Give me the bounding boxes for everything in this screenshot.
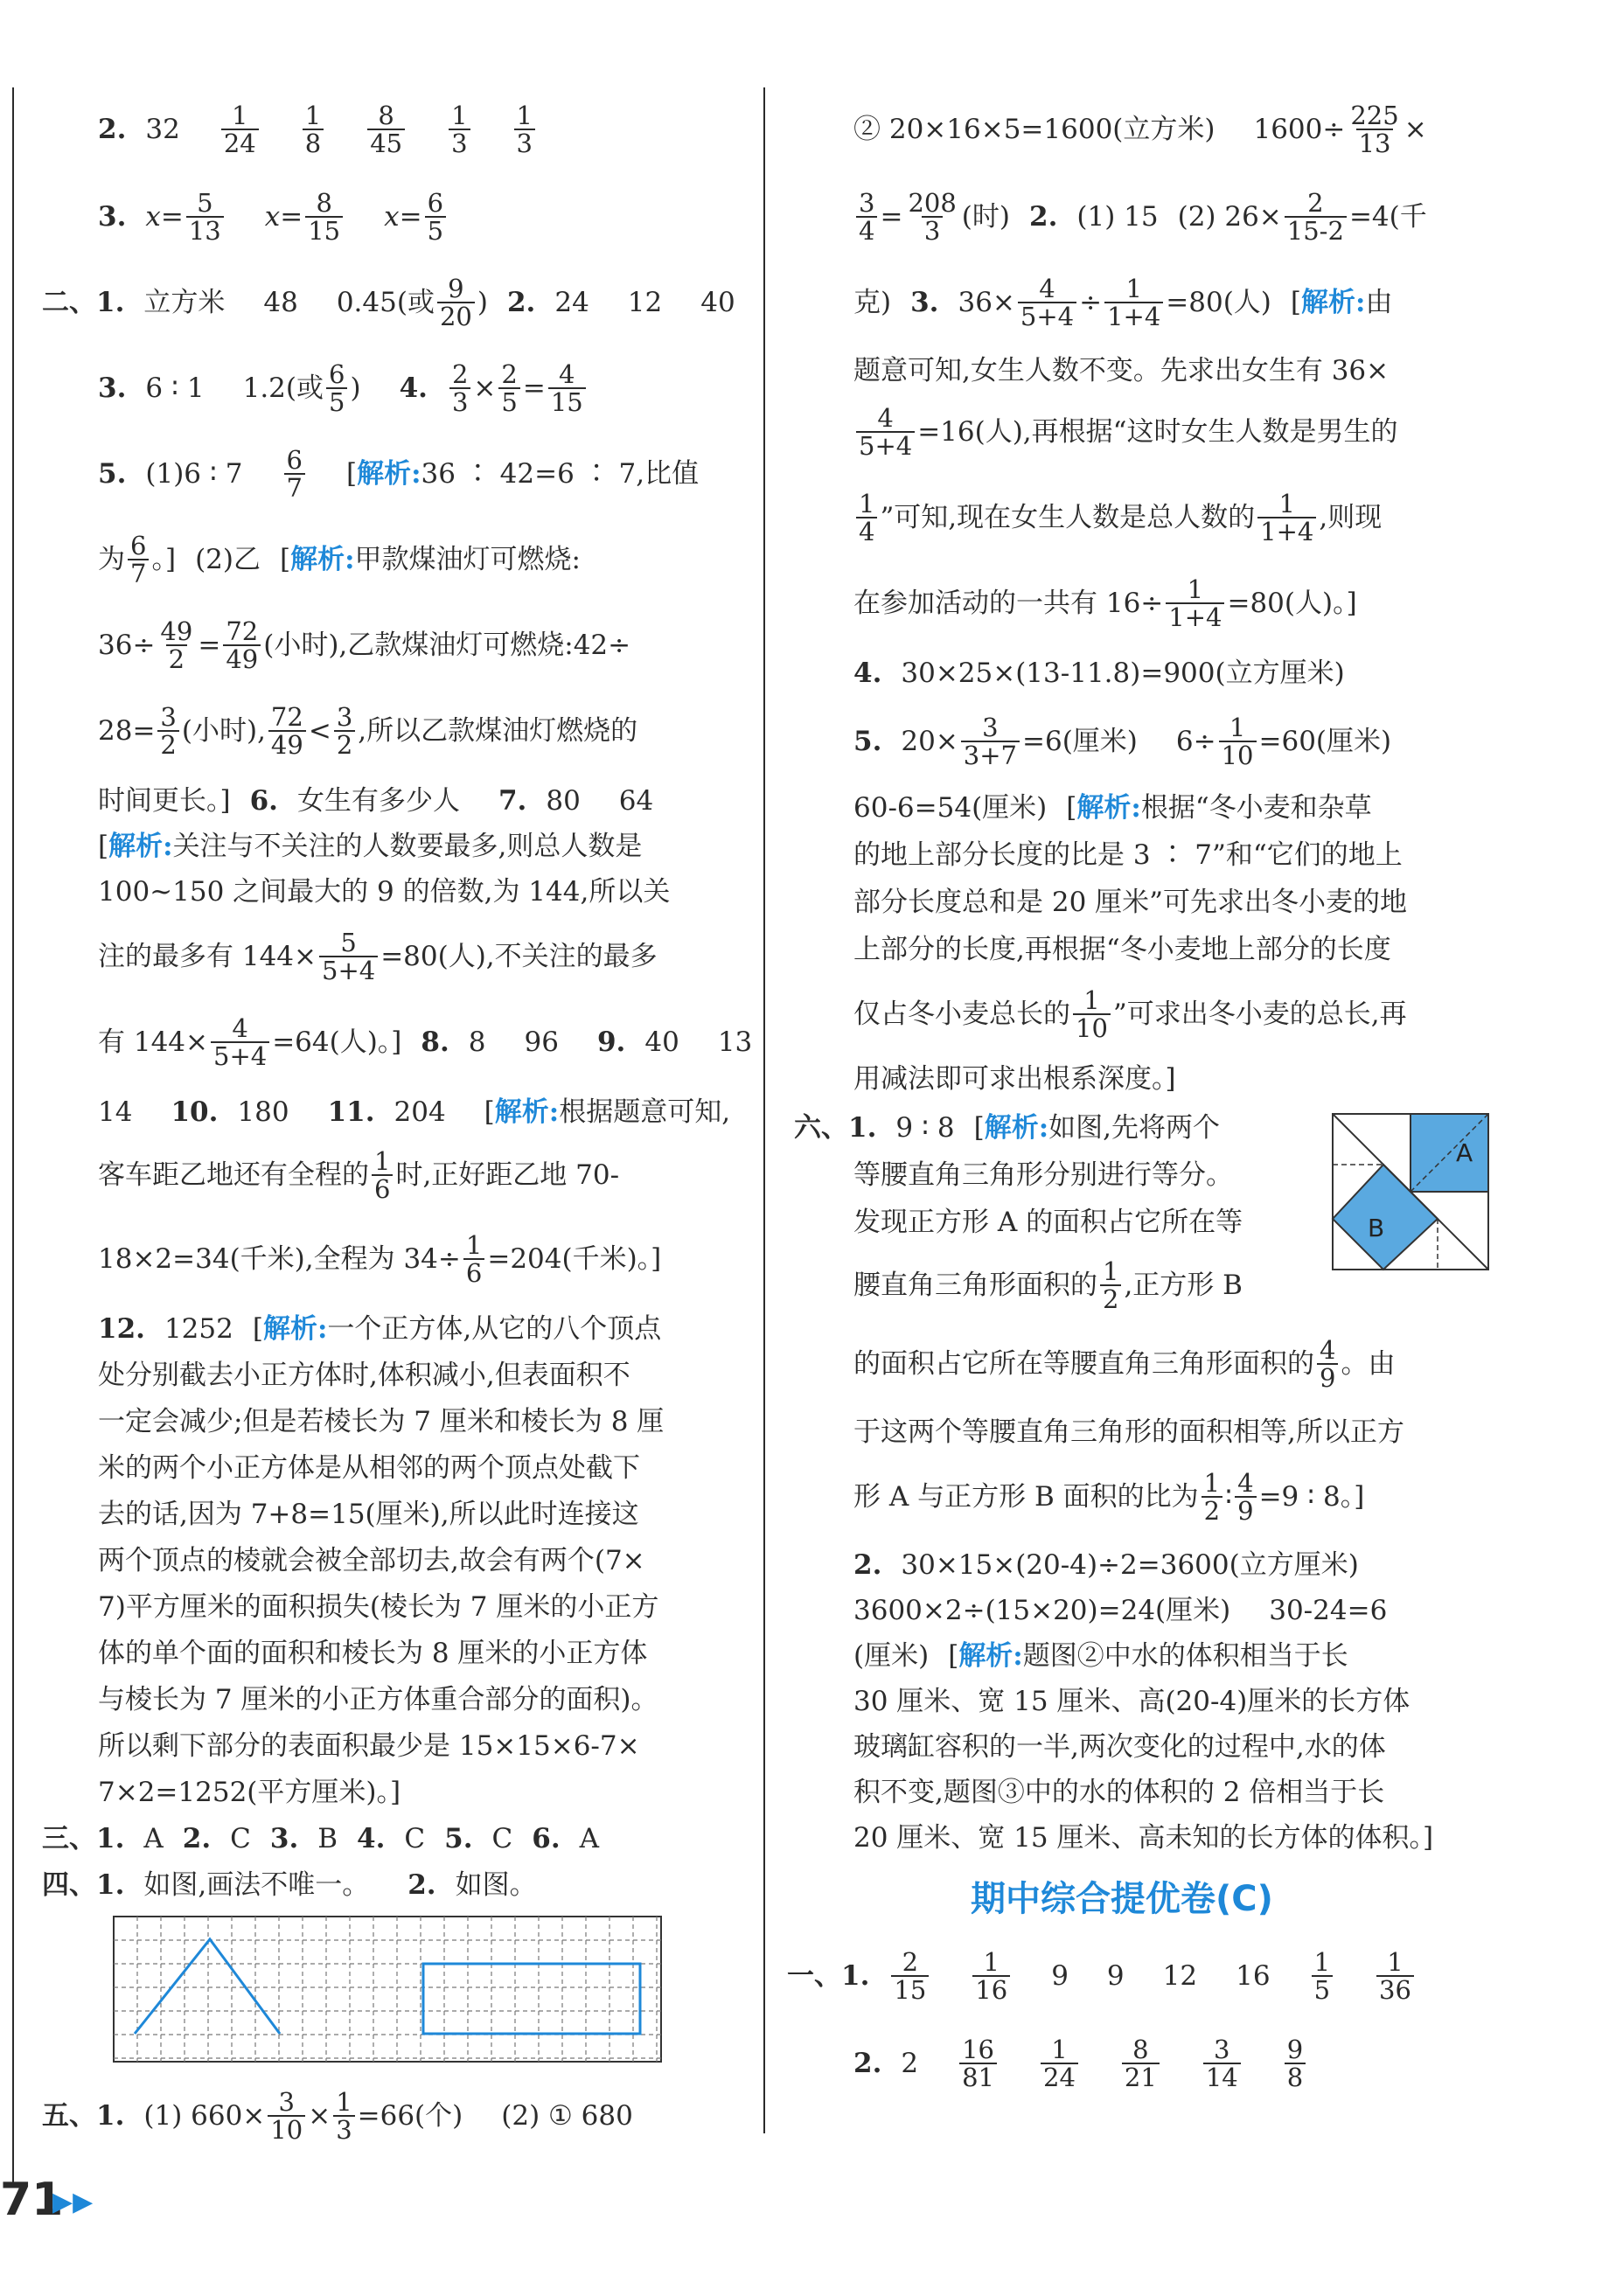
analysis-tag: 解析: bbox=[494, 1096, 560, 1128]
line: 2. 32 1 24 1 8 8 45 1 3 1 3 bbox=[98, 103, 538, 156]
analysis-tag: 解析: bbox=[108, 830, 173, 862]
fraction: 1 36 bbox=[1376, 1949, 1414, 2004]
line: 的面积占它所在等腰直角三角形面积的 4 9 。由 bbox=[853, 1334, 1396, 1393]
fraction: $\frac{1}{6}$ bbox=[463, 1232, 484, 1287]
line: ② 20×16×5=1600(立方米) 1600÷ $\frac{225}{13}$ × bbox=[853, 100, 1427, 158]
analysis-tag: 解析: bbox=[357, 457, 421, 490]
line: 12. 1252 [ 解析: 一个正方体,从它的八个顶点 bbox=[98, 1312, 662, 1345]
line: 3. 6 ∶ 1 1.2(或 6 5 ) 4. $\frac{2}{3}$ × $\frac{2}{5}$ = $\frac{4}{15}$ bbox=[98, 362, 589, 414]
fraction: 16 81 bbox=[959, 2036, 997, 2091]
fraction: $\frac{5}{5+4}$ bbox=[319, 929, 378, 984]
square-triangle-figure bbox=[1329, 1110, 1492, 1273]
line: 腰直角三角形面积的 1 2 ,正方形 B bbox=[853, 1256, 1243, 1314]
fraction: $\frac{4}{5+4}$ bbox=[856, 405, 915, 460]
line: $\frac{4}{5+4}$ =16(人),再根据“这时女生人数是男生的 bbox=[853, 406, 1398, 458]
line: [ 解析: 关注与不关注的人数要最多,则总人数是 bbox=[98, 830, 643, 862]
grid-border bbox=[114, 1917, 661, 2062]
analysis-tag: 解析: bbox=[290, 543, 355, 575]
line: 二、1. 立方米 48 0.45(或 9 20 ) 2. 24 12 40 bbox=[42, 273, 735, 331]
line: 28= $\frac{3}{2}$ (小时), 72 49 < 3 2 ,所以乙款煤油灯燃烧的 bbox=[98, 701, 638, 760]
line: 18×2=34(千米),全程为 34÷ $\frac{1}{6}$ =204(千米)。] bbox=[98, 1229, 662, 1288]
fraction: $\frac{208}{3}$ bbox=[908, 187, 957, 246]
fraction: $\frac{2}{3}$ bbox=[449, 361, 470, 416]
line: (厘米) [ 解析: 题图②中水的体积相当于长 bbox=[853, 1639, 1348, 1672]
fraction: 2 15 bbox=[891, 1949, 929, 2004]
line: 为 6 7 。] (2)乙 [ 解析: 甲款煤油灯可燃烧: bbox=[98, 530, 581, 588]
line: 一定会减少;但是若棱长为 7 厘米和棱长为 8 厘 bbox=[98, 1405, 665, 1437]
analysis-tag: 解析: bbox=[1076, 791, 1141, 824]
fraction: $\frac{4}{5+4}$ bbox=[211, 1015, 269, 1070]
line: 7)平方厘米的面积损失(棱长为 7 厘米的小正方 bbox=[98, 1590, 659, 1623]
line: 注的最多有 144× $\frac{5}{5+4}$ =80(人),不关注的最多 bbox=[98, 927, 658, 985]
fraction: 1 10 bbox=[1073, 987, 1111, 1042]
line: 于这两个等腰直角三角形的面积相等,所以正方 bbox=[853, 1416, 1404, 1448]
line: 用减法即可求出根系深度。] bbox=[853, 1062, 1176, 1095]
line: 3. x= $\frac{5}{13}$ x= $\frac{8}{15}$ x= $\frac{6}{5}$ bbox=[98, 191, 449, 243]
analysis-tag: 解析: bbox=[1301, 286, 1366, 318]
fraction: 1 2 bbox=[1100, 1258, 1121, 1313]
fraction: $\frac{1}{3}$ bbox=[333, 2089, 354, 2144]
line: 处分别截去小正方体时,体积减小,但表面积不 bbox=[98, 1359, 630, 1391]
analysis-tag: 解析: bbox=[984, 1111, 1049, 1144]
line: 30 厘米、宽 15 厘米、高(20-4)厘米的长方体 bbox=[853, 1685, 1410, 1717]
column-divider bbox=[763, 87, 765, 2133]
fraction: 1 3 bbox=[514, 102, 535, 157]
fraction: $\frac{5}{13}$ bbox=[186, 190, 224, 245]
line: 36÷ $\frac{49}{2}$ = $\frac{72}{49}$ (小时),乙款煤油灯可燃烧:42÷ bbox=[98, 616, 631, 674]
fraction: 8 45 bbox=[367, 102, 405, 157]
fraction: 4 9 bbox=[1317, 1337, 1338, 1392]
fraction: 1 1+4 bbox=[1257, 491, 1316, 546]
line: 玻璃缸容积的一半,两次变化的过程中,水的体 bbox=[853, 1730, 1386, 1763]
line: 仅占冬小麦总长的 1 10 ”可求出冬小麦的总长,再 bbox=[853, 984, 1407, 1043]
line: 三、1. A 2. C 3. B 4. C 5. C 6. A bbox=[42, 1822, 600, 1854]
fraction: $\frac{6}{5}$ bbox=[425, 190, 446, 245]
line: 客车距乙地还有全程的 1 6 时,正好距乙地 70- bbox=[98, 1145, 620, 1204]
line: 在参加活动的一共有 16÷ $\frac{1}{1+4}$ =80(人)。] bbox=[853, 574, 1357, 632]
line: 3600×2÷(15×20)=24(厘米) 30-24=6 bbox=[853, 1594, 1388, 1626]
fraction: $\frac{72}{49}$ bbox=[223, 618, 261, 673]
line: 积不变,题图③中的水的体积的 2 倍相当于长 bbox=[853, 1776, 1385, 1808]
line: 与棱长为 7 厘米的小正方体重合部分的面积)。 bbox=[98, 1683, 658, 1715]
fraction: 9 8 bbox=[1285, 2036, 1306, 2091]
line: 体的单个面的面积和棱长为 8 厘米的小正方体 bbox=[98, 1637, 648, 1669]
line: 4. 30×25×(13-11.8)=900(立方厘米) bbox=[853, 657, 1345, 689]
line: 等腰直角三角形分别进行等分。 bbox=[853, 1158, 1233, 1191]
fraction: 1 5 bbox=[1312, 1949, 1333, 2004]
line: 100~150 之间最大的 9 的倍数,为 144,所以关 bbox=[98, 875, 671, 908]
fraction: 6 5 bbox=[326, 361, 347, 416]
line: 两个顶点的棱就会被全部切去,故会有两个(7× bbox=[98, 1544, 645, 1576]
fraction: $\frac{2}{15-2}$ bbox=[1285, 190, 1347, 245]
line: 克) 3. 36× $\frac{4}{5+4}$ ÷ $\frac{1}{1+4}$ =80(人) [ 解析: 由 bbox=[853, 273, 1393, 331]
left-margin-rule bbox=[12, 87, 14, 2186]
line: 60-6=54(厘米) [ 解析: 根据“冬小麦和杂草 bbox=[853, 791, 1372, 824]
grid-lines bbox=[114, 1917, 661, 2062]
fraction: 1 2 bbox=[1202, 1470, 1222, 1525]
fraction: $\frac{8}{15}$ bbox=[305, 190, 343, 245]
fraction: 1 24 bbox=[221, 102, 259, 157]
fraction: $\frac{4}{9}$ bbox=[1235, 1470, 1256, 1525]
fraction: 8 21 bbox=[1122, 2036, 1160, 2091]
line: 题意可知,女生人数不变。先求出女生有 36× bbox=[853, 354, 1390, 386]
fraction: $\frac{225}{13}$ bbox=[1350, 100, 1399, 158]
fraction: 9 20 bbox=[437, 275, 475, 330]
fraction: $\frac{1}{10}$ bbox=[1219, 714, 1257, 769]
line: 米的两个小正方体是从相邻的两个顶点处截下 bbox=[98, 1451, 640, 1484]
fraction: $\frac{1}{1+4}$ bbox=[1166, 576, 1224, 631]
line: 上部分的长度,再根据“冬小麦地上部分的长度 bbox=[853, 933, 1391, 965]
fraction: 1 4 bbox=[856, 491, 877, 546]
fraction: 6 7 bbox=[284, 447, 305, 502]
fraction: $\frac{4}{15}$ bbox=[548, 361, 586, 416]
line: 的地上部分长度的比是 3 ∶ 7”和“它们的地上 bbox=[853, 838, 1403, 871]
section-title: 期中综合提优卷(C) bbox=[971, 1879, 1273, 1919]
line: 五、1. (1) 660× $\frac{3}{10}$ × $\frac{1}{3}$ =66(个) (2) ① 680 bbox=[42, 2086, 633, 2145]
fraction: $\frac{3}{3+7}$ bbox=[961, 714, 1020, 769]
fraction: 72 49 bbox=[268, 704, 306, 759]
line: 有 144× $\frac{4}{5+4}$ =64(人)。] 8. 8 96 9. 40 13 bbox=[98, 1012, 753, 1071]
fraction: 3 14 bbox=[1203, 2036, 1241, 2091]
fraction: 1 6 bbox=[372, 1148, 393, 1203]
line: 四、1. 如图,画法不唯一。 2. 如图。 bbox=[42, 1868, 537, 1901]
fraction: 1 16 bbox=[972, 1949, 1010, 2004]
line: 1 4 ”可知,现在女生人数是总人数的 1 1+4 ,则现 bbox=[853, 491, 1382, 544]
fraction: $\frac{3}{4}$ bbox=[856, 190, 877, 245]
line: 5. 20× $\frac{3}{3+7}$ =6(厘米) 6÷ $\frac{1}{10}$ =60(厘米) bbox=[853, 712, 1392, 770]
fraction: $\frac{49}{2}$ bbox=[160, 616, 193, 674]
grid-figure bbox=[112, 1915, 663, 2063]
line: 14 10. 180 11. 204 [ 解析: 根据题意可知, bbox=[98, 1096, 731, 1128]
fraction: $\frac{3}{10}$ bbox=[268, 2089, 305, 2144]
line: 2. 2 16 81 1 24 8 21 3 14 9 8 bbox=[853, 2037, 1308, 2090]
line: 20 厘米、宽 15 厘米、高未知的长方体的体积。] bbox=[853, 1821, 1434, 1854]
line: 2. 30×15×(20-4)÷2=3600(立方厘米) bbox=[853, 1548, 1359, 1581]
label-a: A bbox=[1456, 1138, 1473, 1167]
line: $\frac{3}{4}$ = $\frac{208}{3}$ (时) 2. (1) 15 (2) 26× $\frac{2}{15-2}$ =4(千 bbox=[853, 191, 1427, 243]
line: 时间更长。] 6. 女生有多少人 7. 80 64 bbox=[98, 784, 654, 817]
analysis-tag: 解析: bbox=[262, 1312, 328, 1345]
fraction: $\frac{2}{5}$ bbox=[498, 361, 519, 416]
rectangle-drawing bbox=[423, 1964, 640, 2034]
fraction: 1 3 bbox=[449, 102, 470, 157]
fraction: 1 8 bbox=[303, 102, 324, 157]
fraction: 6 7 bbox=[128, 532, 149, 588]
label-b: B bbox=[1368, 1214, 1385, 1242]
fraction: $\frac{3}{2}$ bbox=[157, 704, 178, 759]
page-number: 71 bbox=[0, 2174, 64, 2226]
line: 形 A 与正方形 B 面积的比为 1 2 ∶ $\frac{4}{9}$ =9 ∶ 8。] bbox=[853, 1467, 1365, 1526]
line: 部分长度总和是 20 厘米”可先求出冬小麦的地 bbox=[853, 886, 1408, 918]
line: 一、1. 2 15 1 16 9 9 12 16 1 5 1 36 bbox=[787, 1950, 1417, 2002]
fraction: $\frac{1}{1+4}$ bbox=[1104, 275, 1163, 330]
triangle-drawing bbox=[135, 1939, 280, 2034]
line: 去的话,因为 7+8=15(厘米),所以此时连接这 bbox=[98, 1498, 639, 1530]
line: 7×2=1252(平方厘米)。] bbox=[98, 1776, 401, 1808]
fraction: 3 2 bbox=[334, 704, 355, 759]
next-arrows-icon: ▶▶ bbox=[52, 2187, 94, 2217]
line: 5. (1)6 ∶ 7 6 7 [ 解析: 36 ∶ 42=6 ∶ 7,比值 bbox=[98, 444, 700, 503]
fraction: 1 24 bbox=[1041, 2036, 1078, 2091]
line: 所以剩下部分的表面积最少是 15×15×6-7× bbox=[98, 1729, 640, 1762]
fraction: $\frac{4}{5+4}$ bbox=[1018, 275, 1076, 330]
line: 发现正方形 A 的面积占它所在等 bbox=[853, 1206, 1243, 1238]
analysis-tag: 解析: bbox=[958, 1639, 1023, 1672]
line: 六、1. 9 ∶ 8 [ 解析: 如图,先将两个 bbox=[794, 1111, 1221, 1144]
